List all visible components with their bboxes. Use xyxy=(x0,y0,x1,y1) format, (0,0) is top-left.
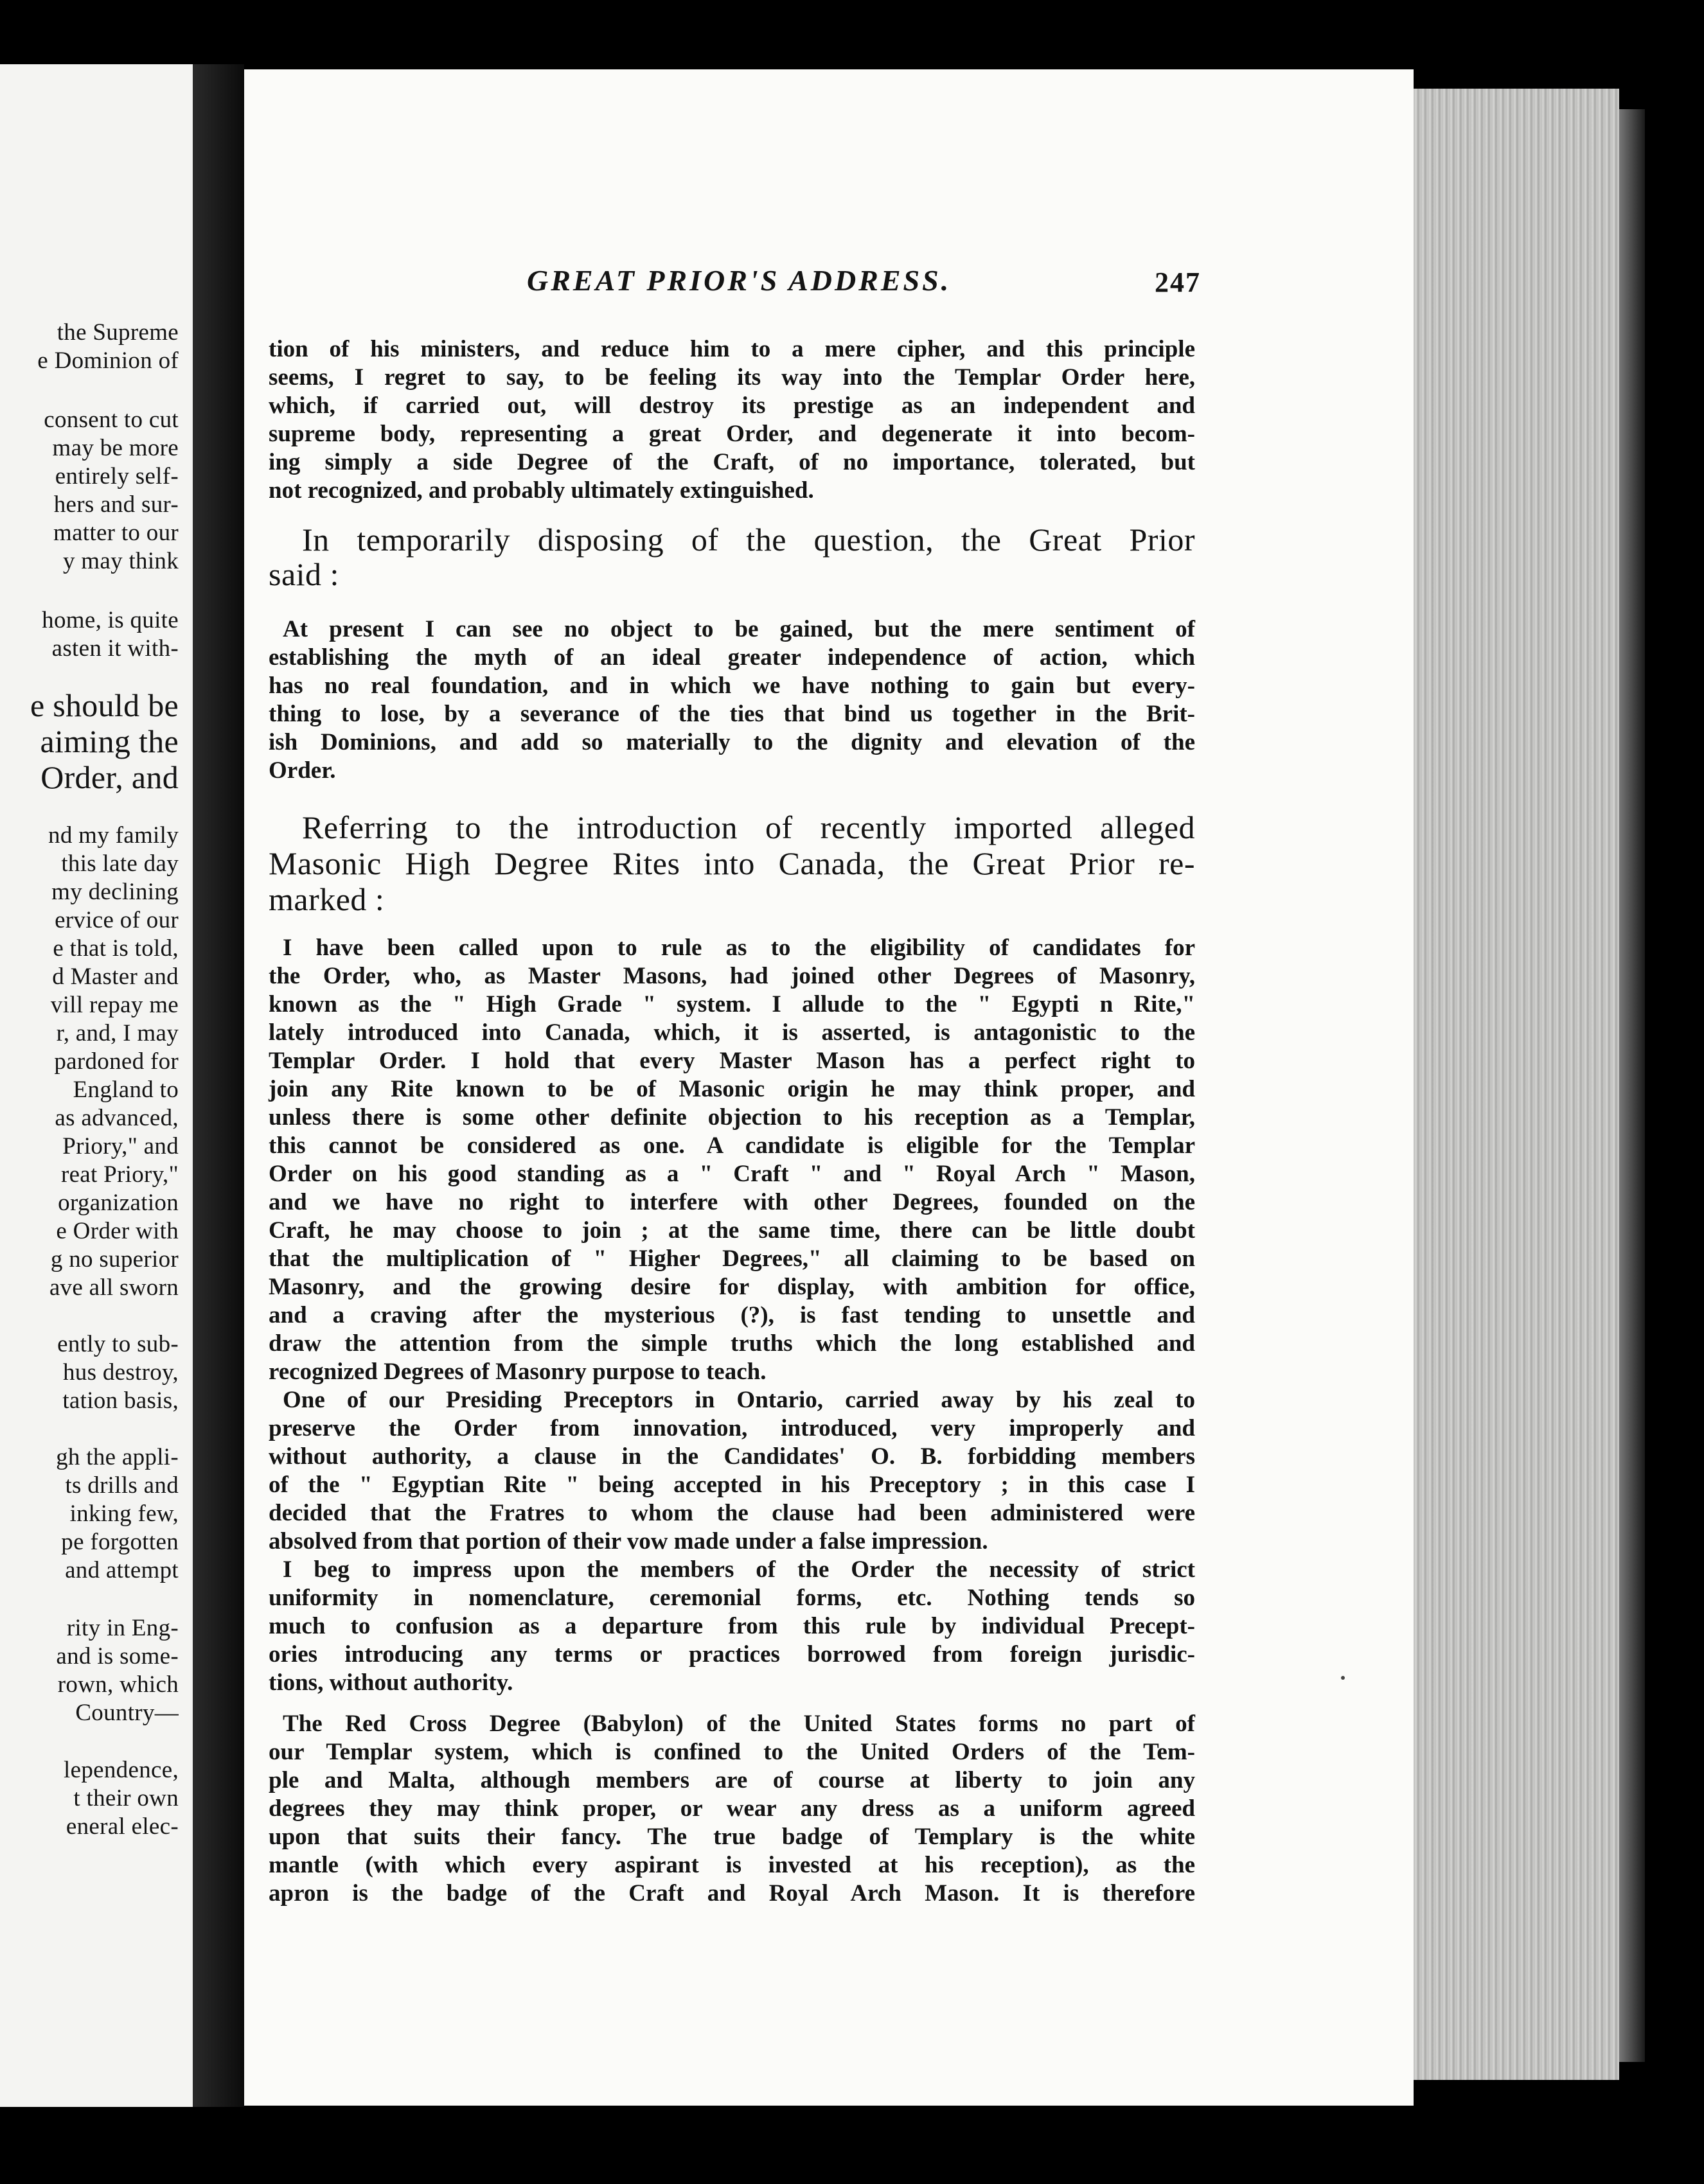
left-page-line: y may think xyxy=(62,548,179,574)
left-page-line: matter to our xyxy=(53,520,179,546)
body-line: Templar Order. I hold that every Master Mason has a perfect right to xyxy=(269,1048,1195,1074)
body-line: ish Dominions, and add so materially to the dignity and elevation of the xyxy=(269,729,1195,755)
body-line: unless there is some other definite objection to his reception as a Templar, xyxy=(269,1104,1195,1131)
intro-line: Masonic High Degree Rites into Canada, the Great Prior re- xyxy=(269,845,1195,881)
body-line: Craft, he may choose to join ; at the same time, there can be little doubt xyxy=(269,1217,1195,1244)
body-line: has no real foundation, and in which we have nothing to gain but every- xyxy=(269,673,1195,699)
intro-line: said : xyxy=(269,556,339,592)
left-page-line: r, and, I may xyxy=(56,1020,179,1046)
left-page-line: the Supreme xyxy=(57,319,179,346)
left-page-line: and is some- xyxy=(56,1643,179,1669)
left-page-line: d Master and xyxy=(52,964,179,990)
body-line: of the " Egyptian Rite " being accepted in his Preceptory ; in this case I xyxy=(269,1472,1195,1498)
left-page-line: ts drills and xyxy=(65,1472,179,1499)
left-page-line: pardoned for xyxy=(54,1048,179,1075)
body-line: At present I can see no object to be gained, but the mere sentiment of xyxy=(283,616,1195,642)
left-page-line: as advanced, xyxy=(55,1105,179,1131)
body-line: Order on his good standing as a " Craft " and " Royal Arch " Mason, xyxy=(269,1161,1195,1187)
left-page-line: this late day xyxy=(61,850,179,877)
body-line: seems, I regret to say, to be feeling its way into the Templar Order here, xyxy=(269,364,1195,391)
body-line: establishing the myth of an ideal greater independence of action, which xyxy=(269,644,1195,671)
left-page-line: Order, and xyxy=(40,759,179,795)
left-page-line: lependence, xyxy=(64,1757,179,1783)
left-page-line: my declining xyxy=(51,879,179,905)
left-page-line: gh the appli- xyxy=(56,1444,179,1470)
book-gutter xyxy=(193,64,244,2107)
body-line: I have been called upon to rule as to the eligibility of candidates for xyxy=(283,935,1195,961)
left-page-line: hus destroy, xyxy=(62,1359,179,1386)
left-page-line: organization xyxy=(58,1190,179,1216)
body-line: tions, without authority. xyxy=(269,1669,513,1696)
left-page-line: vill repay me xyxy=(50,992,179,1018)
body-line: that the multiplication of " Higher Degrees," all claiming to be based on xyxy=(269,1246,1195,1272)
body-line: I beg to impress upon the members of the Order the necessity of strict xyxy=(283,1556,1195,1583)
left-page-line: Country— xyxy=(75,1700,179,1726)
page-fore-edge xyxy=(1414,89,1619,2080)
body-line: mantle (with which every aspirant is invested at his reception), as the xyxy=(269,1852,1195,1878)
left-page-line: t their own xyxy=(73,1785,179,1811)
body-line: thing to lose, by a severance of the ties that bind us together in the Brit- xyxy=(269,701,1195,727)
left-page-line: e Order with xyxy=(56,1218,179,1244)
left-page-line: reat Priory," xyxy=(60,1161,179,1188)
page-number: 247 xyxy=(1155,267,1201,298)
left-page-line: may be more xyxy=(52,435,179,461)
left-page-line: ently to sub- xyxy=(57,1331,179,1357)
page-edge-shadow xyxy=(1619,109,1645,2062)
body-line: upon that suits their fancy. The true badge of Templary is the white xyxy=(269,1824,1195,1850)
body-line: tion of his ministers, and reduce him to a mere cipher, and this principle xyxy=(269,336,1195,362)
body-line: our Templar system, which is confined to the United Orders of the Tem- xyxy=(269,1739,1195,1765)
body-line: absolved from that portion of their vow made under a false impression. xyxy=(269,1528,988,1554)
body-line: ories introducing any terms or practices borrowed from foreign jurisdic- xyxy=(269,1641,1195,1668)
body-line: which, if carried out, will destroy its prestige as an independent and xyxy=(269,392,1195,419)
body-line: preserve the Order from innovation, introduced, very improperly and xyxy=(269,1415,1195,1441)
intro-line: In temporarily disposing of the question, the Great Prior xyxy=(302,522,1195,558)
intro-line: marked : xyxy=(269,881,385,917)
body-line: join any Rite known to be of Masonic origin he may think proper, and xyxy=(269,1076,1195,1102)
left-page-line: g no superior xyxy=(50,1246,179,1273)
body-line: supreme body, representing a great Order, and degenerate it into becom- xyxy=(269,421,1195,447)
body-line: Masonry, and the growing desire for display, with ambition for office, xyxy=(269,1274,1195,1300)
body-line: uniformity in nomenclature, ceremonial forms, etc. Nothing tends so xyxy=(269,1585,1195,1611)
body-line: Order. xyxy=(269,757,336,784)
left-page-line: inking few, xyxy=(69,1501,179,1527)
left-page-line: rity in Eng- xyxy=(66,1615,179,1641)
left-page-line: rown, which xyxy=(57,1671,179,1698)
body-line: The Red Cross Degree (Babylon) of the United States forms no part of xyxy=(283,1711,1195,1737)
body-line: degrees they may think proper, or wear any dress as a uniform agreed xyxy=(269,1795,1195,1822)
left-page-line: asten it with- xyxy=(51,635,179,662)
body-line: much to confusion as a departure from this rule by individual Precept- xyxy=(269,1613,1195,1639)
left-page-line: home, is quite xyxy=(42,607,179,633)
left-page-line: and attempt xyxy=(65,1557,179,1583)
facing-page-left xyxy=(0,64,193,2107)
left-page-line: pe forgotten xyxy=(61,1529,179,1555)
left-page-line: eneral elec- xyxy=(66,1813,179,1840)
body-line: not recognized, and probably ultimately extinguished. xyxy=(269,477,814,504)
left-page-line: hers and sur- xyxy=(53,491,179,518)
body-line: and we have no right to interfere with other Degrees, founded on the xyxy=(269,1189,1195,1215)
intro-line: Referring to the introduction of recently imported alleged xyxy=(302,809,1195,845)
left-page-line: Priory," and xyxy=(62,1133,179,1159)
body-line: draw the attention from the simple truths which the long established and xyxy=(269,1330,1195,1357)
left-page-line: tation basis, xyxy=(62,1387,179,1414)
left-page-line: e Dominion of xyxy=(37,348,179,374)
body-line: recognized Degrees of Masonry purpose to teach. xyxy=(269,1359,767,1385)
left-page-line: ervice of our xyxy=(55,907,179,933)
body-line: known as the " High Grade " system. I allude to the " Egypti n Rite," xyxy=(269,991,1195,1017)
running-head: GREAT PRIOR'S ADDRESS. xyxy=(527,264,952,297)
body-line: decided that the Fratres to whom the clause had been administered were xyxy=(269,1500,1195,1526)
left-page-line: nd my family xyxy=(48,822,179,849)
left-page-line: entirely self- xyxy=(55,463,179,489)
left-page-line: aiming the xyxy=(40,723,179,759)
left-page-line: consent to cut xyxy=(44,407,179,433)
left-page-line: e should be xyxy=(30,687,179,723)
body-line: apron is the badge of the Craft and Royal Arch Mason. It is therefore xyxy=(269,1880,1195,1907)
body-line: ing simply a side Degree of the Craft, of no importance, tolerated, but xyxy=(269,449,1195,475)
body-line: One of our Presiding Preceptors in Ontario, carried away by his zeal to xyxy=(283,1387,1195,1413)
ink-speck xyxy=(1341,1676,1345,1680)
body-line: this cannot be considered as one. A candidate is eligible for the Templar xyxy=(269,1132,1195,1159)
body-line: the Order, who, as Master Masons, had joined other Degrees of Masonry, xyxy=(269,963,1195,989)
body-line: without authority, a clause in the Candidates' O. B. forbidding members xyxy=(269,1443,1195,1470)
left-page-line: e that is told, xyxy=(53,935,179,962)
left-page-line: ave all sworn xyxy=(49,1274,179,1301)
left-page-line: England to xyxy=(73,1077,179,1103)
body-line: lately introduced into Canada, which, it is asserted, is antagonistic to the xyxy=(269,1019,1195,1046)
body-line: and a craving after the mysterious (?), is fast tending to unsettle and xyxy=(269,1302,1195,1328)
body-line: ple and Malta, although members are of course at liberty to join any xyxy=(269,1767,1195,1793)
